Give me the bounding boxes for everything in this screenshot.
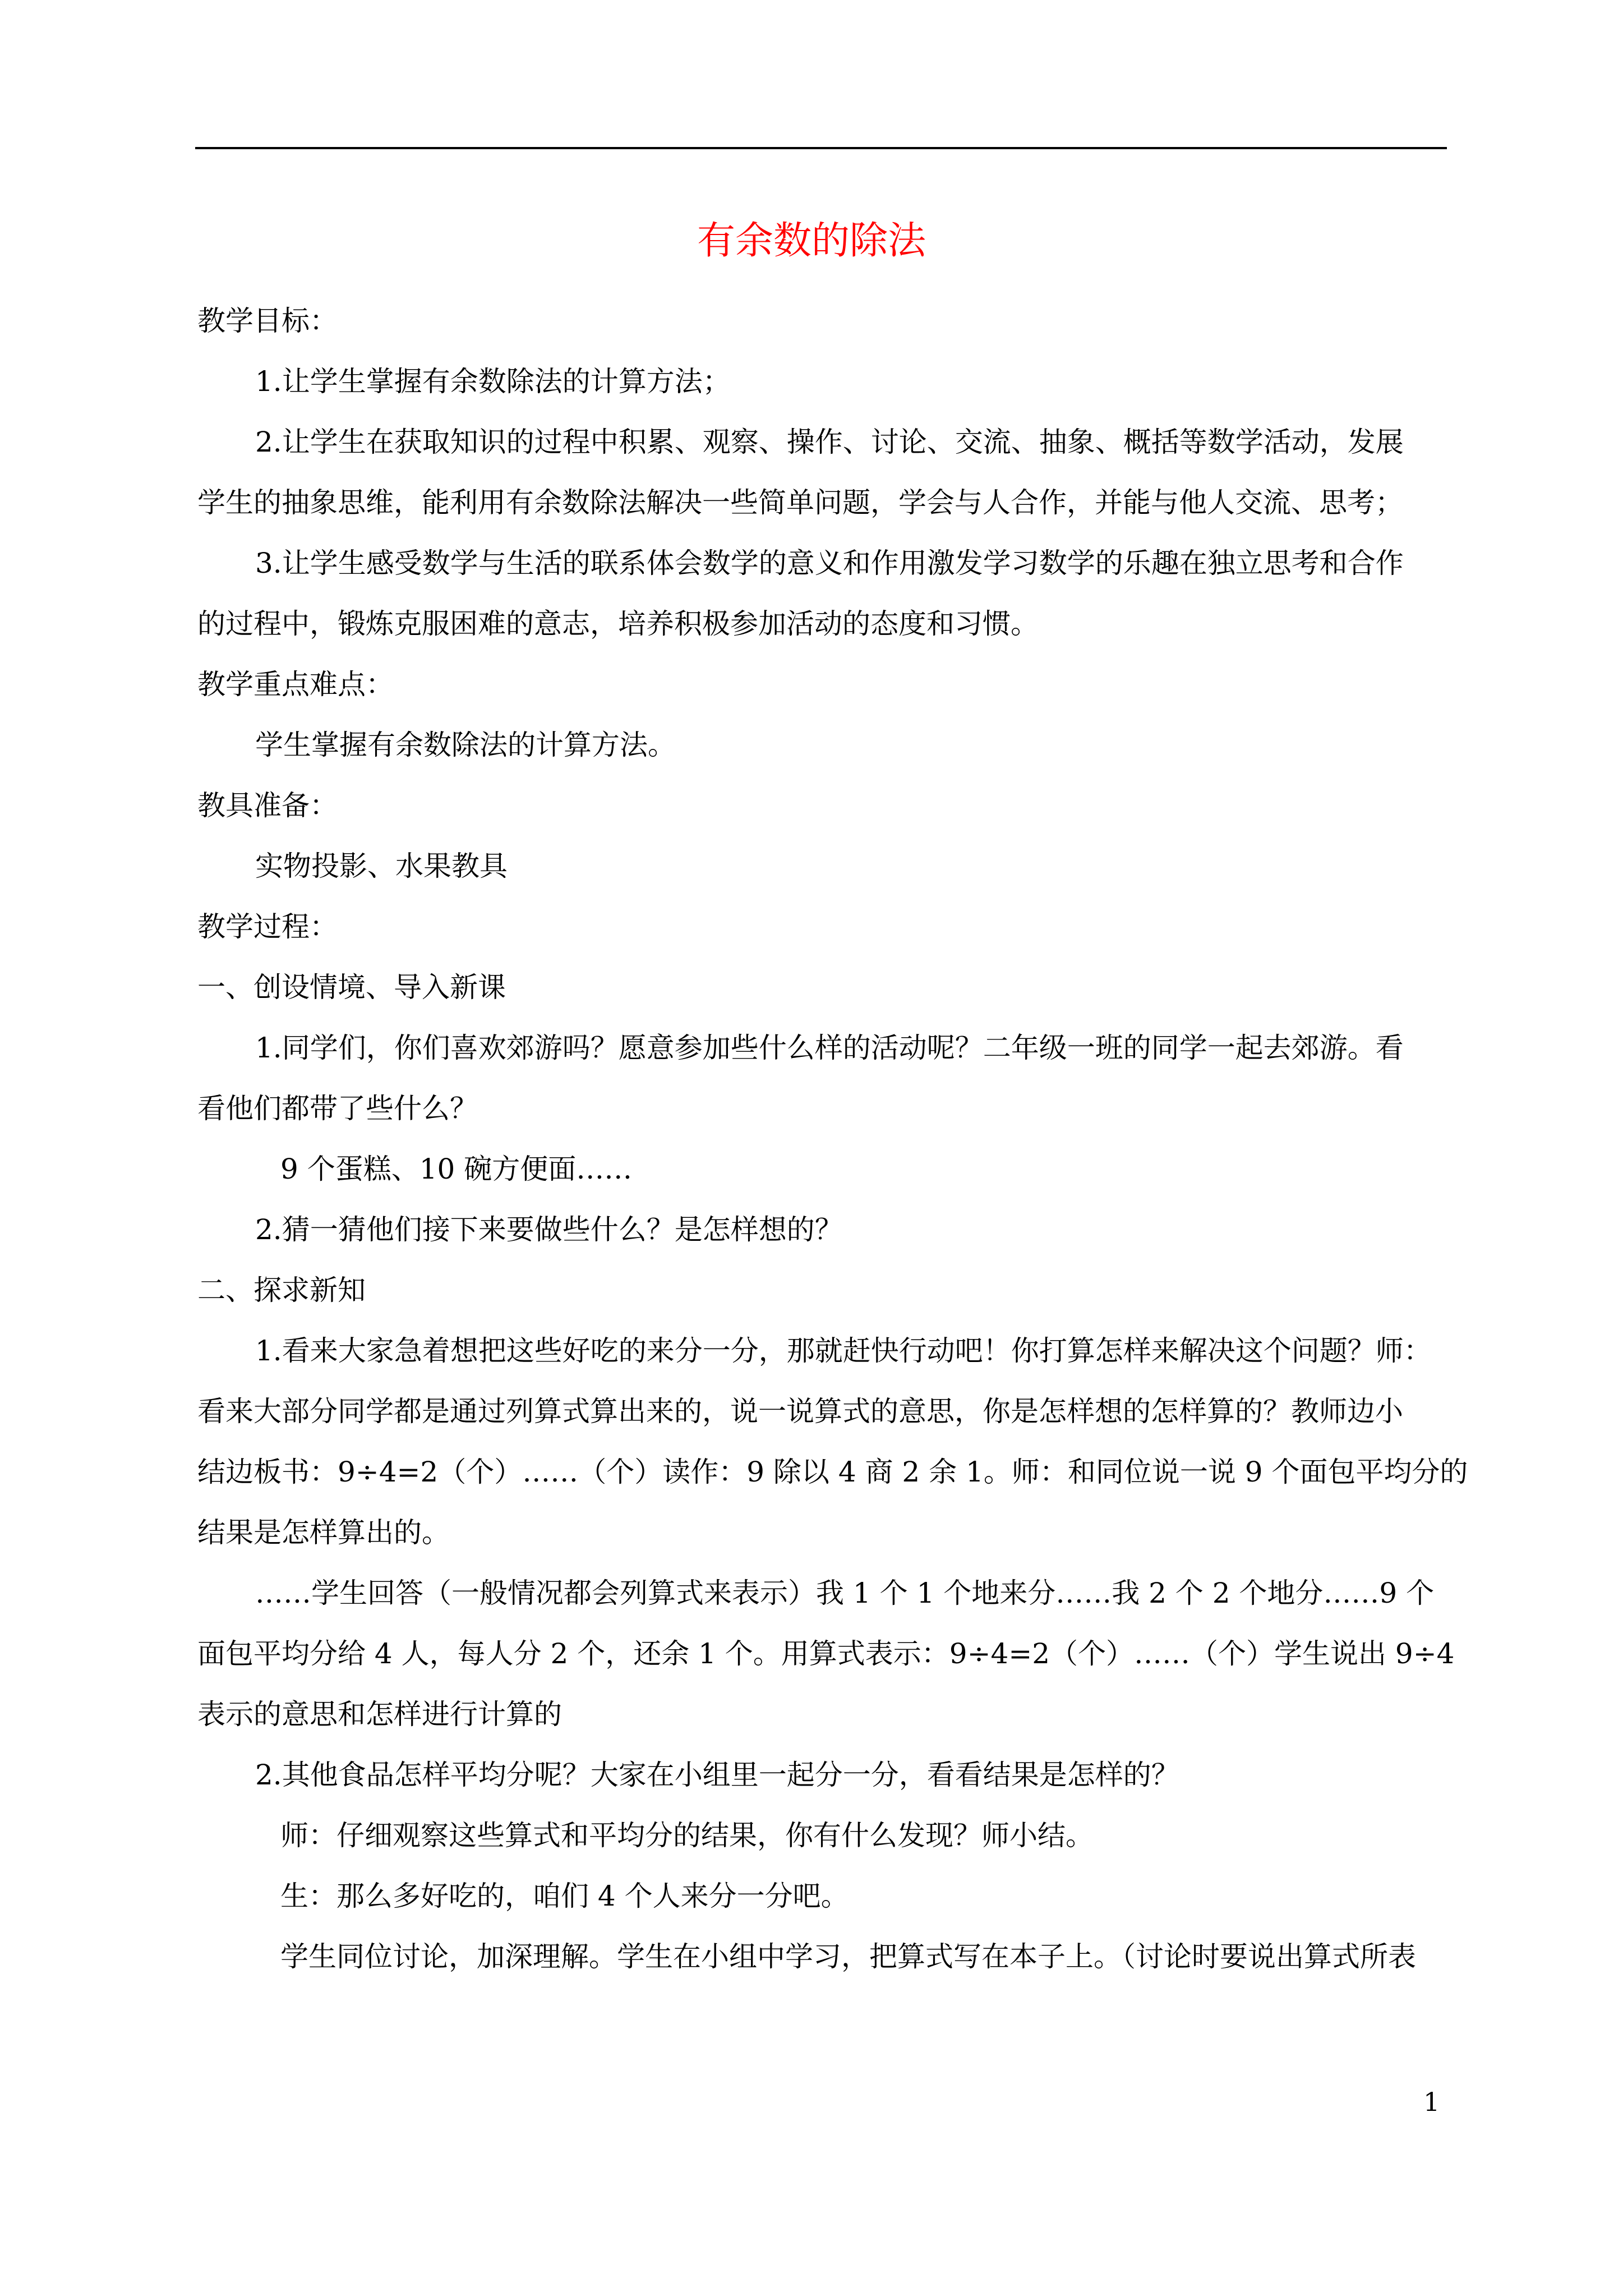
- paragraph-line: 3.让学生感受数学与生活的联系体会数学的意义和作用激发学习数学的乐趣在独立思考和合作: [255, 547, 1404, 579]
- paragraph-line: 学生的抽象思维，能利用有余数除法解决一些简单问题，学会与人合作，并能与他人交流、思考；: [197, 486, 1403, 519]
- section-heading-materials: 教具准备：: [197, 789, 338, 822]
- subsection-heading: 一、创设情境、导入新课: [197, 971, 506, 1004]
- header-rule: [195, 147, 1447, 149]
- page-number: 1: [1423, 2087, 1440, 2117]
- paragraph-line: 1.看来大家急着想把这些好吃的来分一分，那就赶快行动吧！你打算怎样来解决这个问题？师：: [255, 1335, 1432, 1367]
- paragraph-line: 学生同位讨论，加深理解。学生在小组中学习，把算式写在本子上。（讨论时要说出算式所表: [280, 1940, 1416, 1973]
- paragraph-line: 实物投影、水果教具: [255, 850, 508, 882]
- section-heading-process: 教学过程：: [197, 910, 338, 943]
- paragraph-line: 师：仔细观察这些算式和平均分的结果，你有什么发现？师小结。: [280, 1819, 1094, 1852]
- paragraph-line: 表示的意思和怎样进行计算的: [197, 1698, 562, 1731]
- paragraph-line: 结果是怎样算出的。: [197, 1516, 450, 1549]
- subsection-heading: 二、探求新知: [197, 1274, 366, 1306]
- section-heading-key-points: 教学重点难点：: [197, 668, 394, 701]
- paragraph-line: 1.同学们，你们喜欢郊游吗？愿意参加些什么样的活动呢？二年级一班的同学一起去郊游。看: [255, 1032, 1404, 1064]
- document-title: 有余数的除法: [697, 219, 926, 263]
- paragraph-line: 结边板书：9÷4=2（个）……（个）读作：9 除以 4 商 2 余 1。师：和同位说一说 9 个面包平均分的: [197, 1456, 1468, 1488]
- paragraph-line: 1.让学生掌握有余数除法的计算方法；: [255, 365, 731, 398]
- paragraph-line: 面包平均分给 4 人，每人分 2 个，还余 1 个。用算式表示：9÷4=2（个）……（个）学生说出 9÷4: [197, 1637, 1455, 1670]
- section-heading-objectives: 教学目标：: [197, 305, 338, 337]
- paragraph-line: 2.让学生在获取知识的过程中积累、观察、操作、讨论、交流、抽象、概括等数学活动，发展: [255, 426, 1404, 458]
- paragraph-line: 生：那么多好吃的，咱们 4 个人来分一分吧。: [280, 1880, 849, 1912]
- paragraph-line: ……学生回答（一般情况都会列算式来表示）我 1 个 1 个地来分……我 2 个 2 个地分……9 个: [255, 1577, 1435, 1609]
- paragraph-line: 2.猜一猜他们接下来要做些什么？是怎样想的？: [255, 1213, 843, 1246]
- paragraph-line: 9 个蛋糕、10 碗方便面……: [280, 1153, 633, 1185]
- paragraph-line: 2.其他食品怎样平均分呢？大家在小组里一起分一分，看看结果是怎样的？: [255, 1759, 1179, 1791]
- paragraph-line: 看他们都带了些什么？: [197, 1092, 478, 1125]
- paragraph-line: 看来大部分同学都是通过列算式算出来的，说一说算式的意思，你是怎样想的怎样算的？教师边小: [197, 1395, 1403, 1428]
- paragraph-line: 学生掌握有余数除法的计算方法。: [255, 729, 676, 761]
- paragraph-line: 的过程中，锻炼克服困难的意志，培养积极参加活动的态度和习惯。: [197, 608, 1039, 640]
